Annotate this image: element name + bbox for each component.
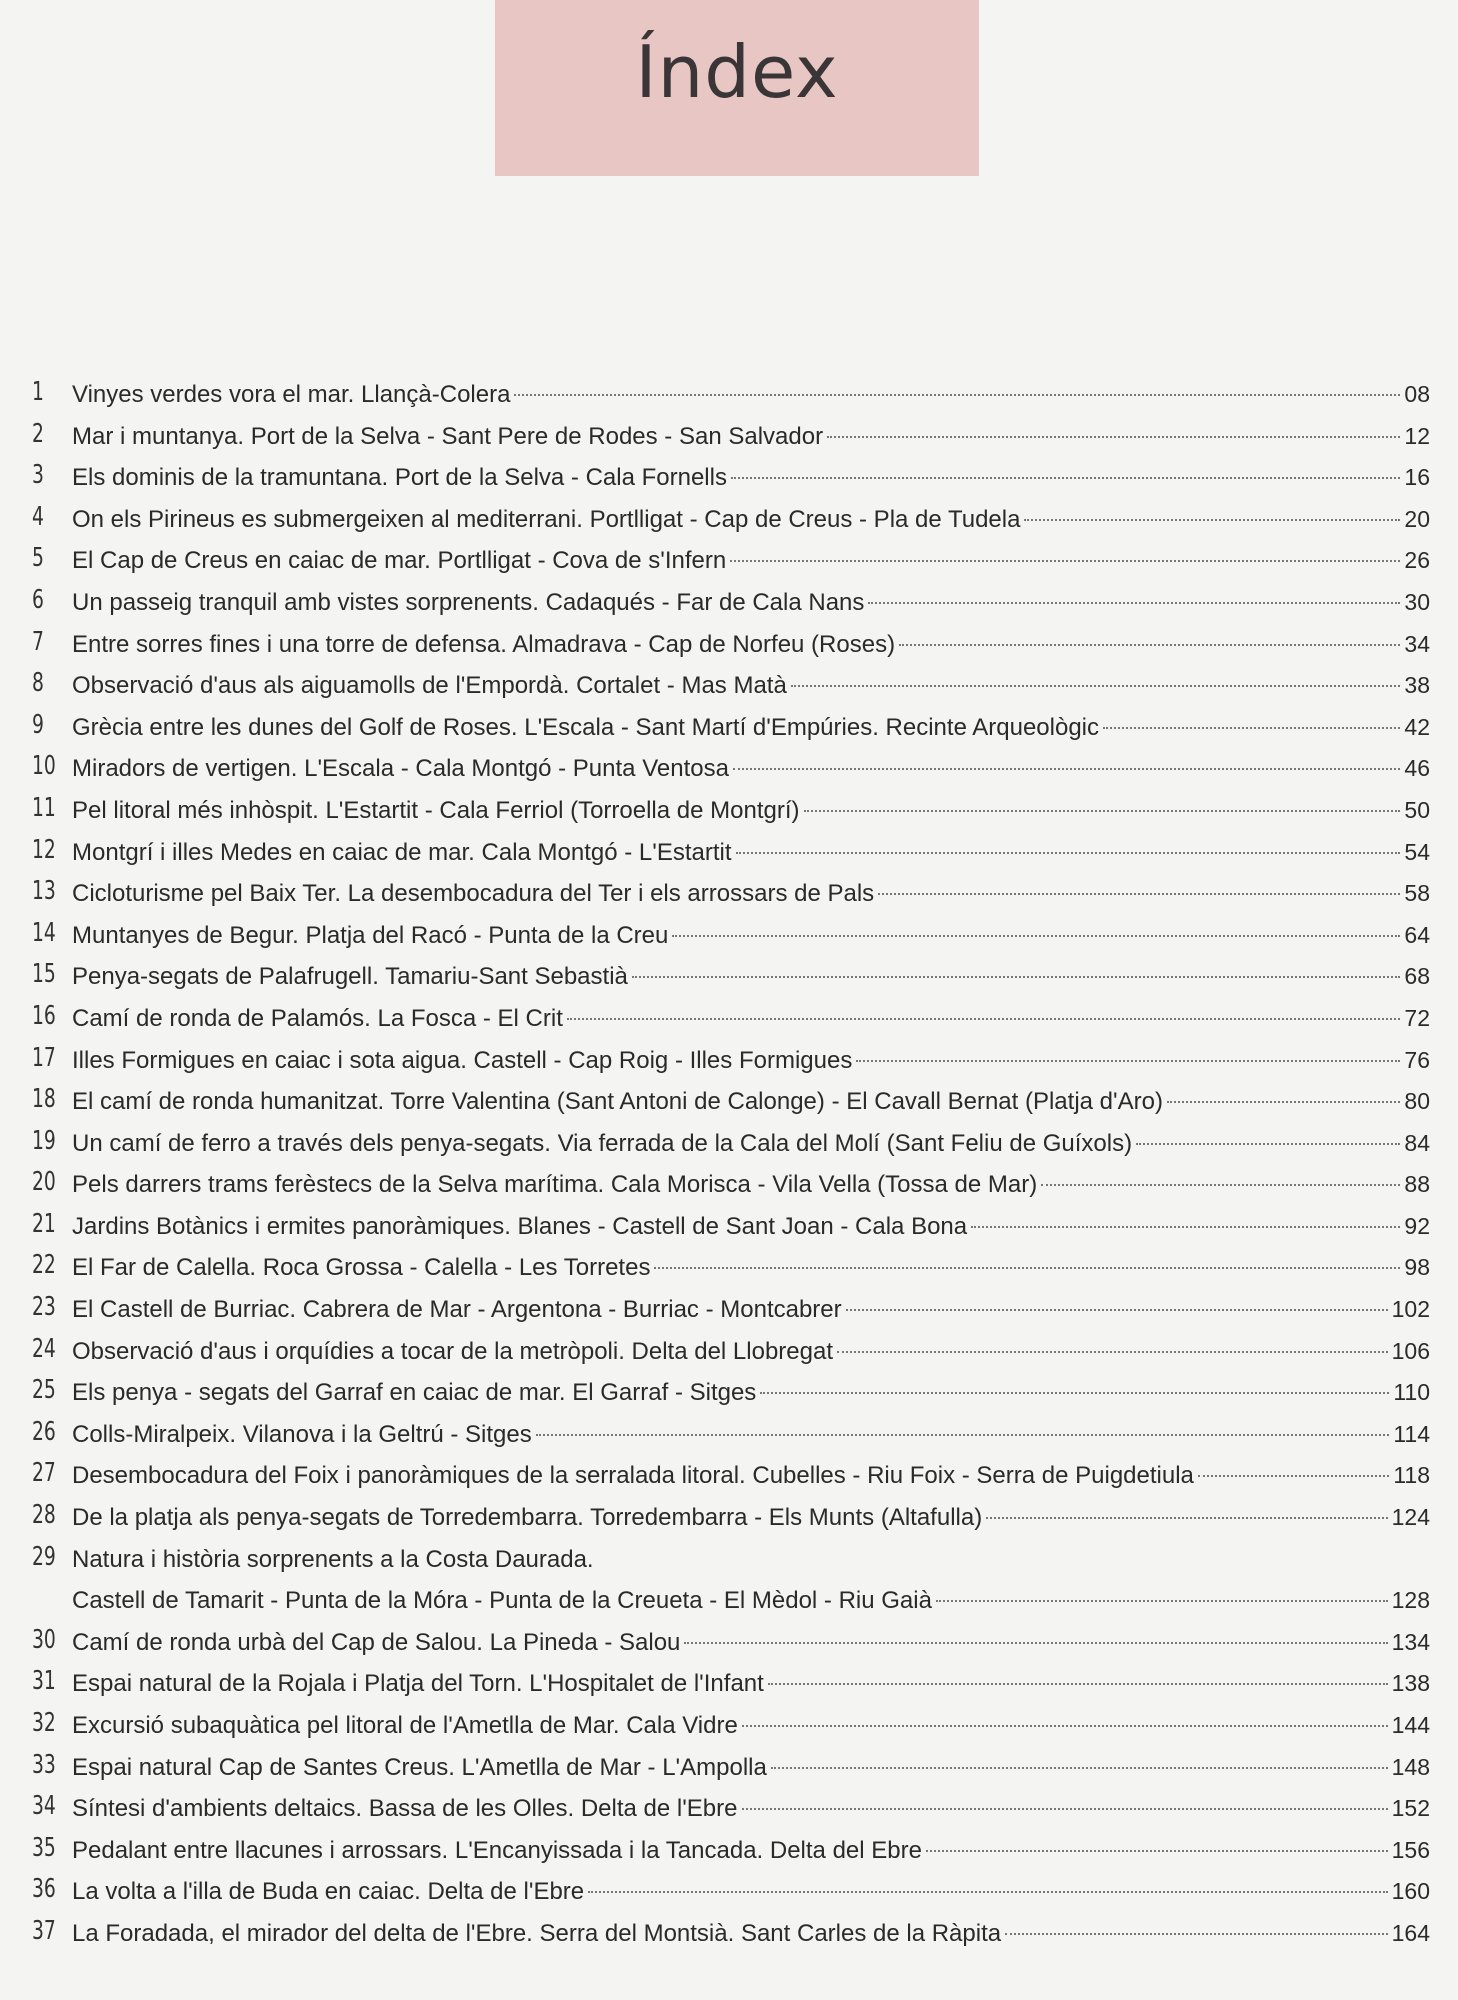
entry-line xyxy=(72,1455,1430,1497)
entry-number: 36 xyxy=(32,1874,56,1905)
entry-number: 22 xyxy=(32,1250,56,1281)
entry-line xyxy=(72,998,1430,1040)
page-number: 138 xyxy=(1391,1670,1430,1697)
dot-leader xyxy=(1024,519,1400,521)
page-title: Índex xyxy=(635,30,839,114)
entry-number: 34 xyxy=(32,1791,56,1822)
entry-number: 26 xyxy=(32,1416,56,1447)
entry-line xyxy=(72,1289,1430,1331)
toc-entry xyxy=(32,790,1430,832)
dot-leader xyxy=(514,394,1400,396)
dot-leader xyxy=(771,1767,1388,1769)
page-number: 76 xyxy=(1404,1046,1430,1073)
entry-title: Cicloturisme pel Baix Ter. La desembocadura del Ter i els arrossars de Pals xyxy=(72,880,875,908)
toc-entry xyxy=(32,1539,1430,1622)
entry-number: 9 xyxy=(32,709,44,740)
entry-line xyxy=(72,582,1430,624)
page-number: 102 xyxy=(1391,1296,1430,1323)
entry-number: 14 xyxy=(32,917,56,948)
dot-leader xyxy=(742,1808,1388,1810)
entry-title: Montgrí i illes Medes en caiac de mar. Cala Montgó - L'Estartit xyxy=(72,838,732,866)
entry-title: Colls-Miralpeix. Vilanova i la Geltrú - Sitges xyxy=(72,1420,532,1448)
page-number: 114 xyxy=(1393,1420,1430,1447)
toc-entry xyxy=(32,1913,1430,1955)
entry-number: 8 xyxy=(32,668,44,699)
toc-entry xyxy=(32,1747,1430,1789)
page-number: 08 xyxy=(1404,381,1430,407)
entry-line xyxy=(72,707,1430,749)
entry-line xyxy=(72,1372,1430,1414)
entry-title: Desembocadura del Foix i panoràmiques de la serralada litoral. Cubelles - Riu Foix - Serra de Puigdetiula xyxy=(72,1462,1194,1490)
dot-leader xyxy=(1103,727,1400,729)
entry-number: 30 xyxy=(32,1624,56,1655)
entry-line xyxy=(72,540,1430,582)
dot-leader xyxy=(878,893,1400,895)
entry-line xyxy=(72,1747,1430,1789)
entry-number: 18 xyxy=(32,1084,56,1115)
entry-number: 7 xyxy=(32,626,44,657)
page-number: 134 xyxy=(1391,1628,1430,1655)
entry-line xyxy=(72,1539,1430,1622)
dot-leader xyxy=(1136,1143,1400,1145)
page-number: 88 xyxy=(1404,1171,1430,1198)
dot-leader xyxy=(926,1850,1388,1852)
entry-title: Un camí de ferro a través dels penya-segats. Via ferrada de la Cala del Molí (Sant Feliu de Guíxols) xyxy=(72,1129,1133,1157)
entry-number: 28 xyxy=(32,1500,56,1531)
entry-number: 20 xyxy=(32,1167,56,1198)
dot-leader xyxy=(1041,1184,1400,1186)
entry-title: Pedalant entre llacunes i arrossars. L'Encanyissada i la Tancada. Delta del Ebre xyxy=(72,1836,922,1864)
toc-entry xyxy=(32,1289,1430,1331)
page-number: 16 xyxy=(1404,464,1430,491)
entry-title: Els penya - segats del Garraf en caiac de mar. El Garraf - Sitges xyxy=(72,1379,757,1407)
entry-title: Entre sorres fines i una torre de defensa. Almadrava - Cap de Norfeu (Roses) xyxy=(72,630,896,658)
entry-number: 12 xyxy=(32,834,56,865)
entry-number: 16 xyxy=(32,1000,56,1031)
toc-entry xyxy=(32,1622,1430,1664)
entry-title: Jardins Botànics i ermites panoràmiques. Blanes - Castell de Sant Joan - Cala Bona xyxy=(72,1212,968,1240)
page-number: 160 xyxy=(1391,1878,1430,1905)
toc-entry xyxy=(32,1247,1430,1289)
dot-leader xyxy=(536,1434,1390,1436)
toc-entry xyxy=(32,582,1430,624)
entry-title: El Castell de Burriac. Cabrera de Mar - Argentona - Burriac - Montcabrer xyxy=(72,1296,842,1324)
toc-entry xyxy=(32,457,1430,499)
entry-line xyxy=(72,1040,1430,1082)
toc-entry xyxy=(32,624,1430,666)
toc-entry xyxy=(32,1871,1430,1913)
toc-entry xyxy=(32,1206,1430,1248)
entry-number: 11 xyxy=(32,792,56,823)
entry-number: 35 xyxy=(32,1832,56,1863)
page-number: 106 xyxy=(1391,1337,1430,1364)
toc-entry xyxy=(32,1331,1430,1373)
entry-line xyxy=(72,1081,1430,1123)
entry-line xyxy=(72,1622,1430,1664)
entry-line xyxy=(72,1663,1430,1705)
dot-leader xyxy=(827,436,1400,438)
entry-number: 23 xyxy=(32,1292,56,1323)
entry-number: 29 xyxy=(32,1541,56,1572)
toc-entry xyxy=(32,1123,1430,1165)
entry-title: Espai natural Cap de Santes Creus. L'Ametlla de Mar - L'Ampolla xyxy=(72,1753,767,1781)
entry-line xyxy=(72,748,1430,790)
entry-title: De la platja als penya-segats de Torredembarra. Torredembarra - Els Munts (Altafulla) xyxy=(72,1504,983,1532)
page-number: 128 xyxy=(1391,1587,1430,1614)
toc-entry xyxy=(32,707,1430,749)
toc-entry xyxy=(32,832,1430,874)
entry-title: Observació d'aus als aiguamolls de l'Empordà. Cortalet - Mas Matà xyxy=(72,672,787,700)
dot-leader xyxy=(654,1267,1400,1269)
table-of-contents xyxy=(32,374,1430,1955)
title-banner xyxy=(495,0,979,176)
entry-title: Excursió subaquàtica pel litoral de l'Ametlla de Mar. Cala Vidre xyxy=(72,1712,738,1739)
page-number: 148 xyxy=(1391,1753,1430,1780)
entry-line xyxy=(72,790,1430,832)
dot-leader xyxy=(760,1392,1389,1394)
page-number: 84 xyxy=(1404,1129,1430,1156)
page-number: 124 xyxy=(1391,1504,1430,1531)
toc-entry xyxy=(32,665,1430,707)
dot-leader xyxy=(791,685,1401,687)
entry-title: Vinyes verdes vora el mar. Llançà-Colera xyxy=(72,381,511,408)
entry-number: 32 xyxy=(32,1708,56,1738)
entry-line xyxy=(72,1788,1430,1830)
entry-line-continued xyxy=(72,1580,1430,1622)
dot-leader xyxy=(899,644,1400,646)
toc-entry xyxy=(32,1455,1430,1497)
page-number: 164 xyxy=(1391,1919,1430,1946)
toc-entry xyxy=(32,1164,1430,1206)
toc-entry xyxy=(32,915,1430,957)
entry-number: 6 xyxy=(32,584,44,615)
dot-leader xyxy=(868,602,1400,604)
entry-title: Penya-segats de Palafrugell. Tamariu-Sant Sebastià xyxy=(72,963,628,991)
entry-title: Pels darrers trams ferèstecs de la Selva marítima. Cala Morisca - Vila Vella (Tossa de Mar) xyxy=(72,1171,1038,1199)
entry-number: 4 xyxy=(32,501,44,532)
page-number: 42 xyxy=(1404,713,1430,740)
dot-leader xyxy=(971,1226,1400,1228)
page-number: 34 xyxy=(1404,630,1430,657)
entry-title: Muntanyes de Begur. Platja del Racó - Punta de la Creu xyxy=(72,921,669,949)
entry-line xyxy=(72,1705,1430,1747)
entry-title: El camí de ronda humanitzat. Torre Valentina (Sant Antoni de Calonge) - El Cavall Bernat (Platja d'Aro) xyxy=(72,1088,1163,1116)
dot-leader xyxy=(837,1351,1388,1353)
entry-line xyxy=(72,457,1430,499)
entry-line xyxy=(72,1497,1430,1539)
page-number: 50 xyxy=(1404,796,1430,823)
entry-number: 31 xyxy=(32,1666,56,1697)
toc-entry xyxy=(32,1705,1430,1747)
dot-leader xyxy=(1198,1475,1389,1477)
dot-leader xyxy=(936,1600,1388,1602)
toc-entry xyxy=(32,998,1430,1040)
toc-entry xyxy=(32,416,1430,458)
entry-title: Camí de ronda urbà del Cap de Salou. La Pineda - Salou xyxy=(72,1628,681,1656)
entry-number: 3 xyxy=(32,460,44,491)
entry-line xyxy=(72,956,1430,998)
dot-leader xyxy=(846,1309,1388,1311)
entry-line xyxy=(72,499,1430,541)
entry-line xyxy=(72,374,1430,416)
toc-entry xyxy=(32,1081,1430,1123)
entry-number: 19 xyxy=(32,1125,56,1156)
page-number: 72 xyxy=(1404,1004,1430,1031)
dot-leader xyxy=(736,852,1401,854)
dot-leader xyxy=(684,1642,1387,1644)
entry-title: Espai natural de la Rojala i Platja del Torn. L'Hospitalet de l'Infant xyxy=(72,1670,764,1698)
entry-title: Mar i muntanya. Port de la Selva - Sant Pere de Rodes - San Salvador xyxy=(72,422,824,450)
toc-entry xyxy=(32,956,1430,998)
entry-title: Camí de ronda de Palamós. La Fosca - El Crit xyxy=(72,1004,563,1032)
page-number: 156 xyxy=(1391,1836,1430,1863)
page-number: 118 xyxy=(1393,1462,1430,1489)
entry-line xyxy=(72,665,1430,707)
entry-title: Els dominis de la tramuntana. Port de la Selva - Cala Fornells xyxy=(72,464,727,492)
dot-leader xyxy=(588,1891,1387,1893)
entry-number: 10 xyxy=(32,751,56,782)
entry-number: 37 xyxy=(32,1915,56,1946)
entry-line xyxy=(72,1913,1430,1955)
entry-number: 27 xyxy=(32,1458,56,1489)
dot-leader xyxy=(733,768,1400,770)
dot-leader xyxy=(632,976,1401,978)
page-number: 152 xyxy=(1391,1795,1430,1822)
toc-entry xyxy=(32,873,1430,915)
entry-title: Castell de Tamarit - Punta de la Móra - Punta de la Creueta - El Mèdol - Riu Gaià xyxy=(72,1587,932,1615)
entry-line xyxy=(72,1414,1430,1456)
toc-entry xyxy=(32,1663,1430,1705)
entry-line xyxy=(72,832,1430,874)
entry-title: La volta a l'illa de Buda en caiac. Delta de l'Ebre xyxy=(72,1878,585,1906)
entry-line xyxy=(72,873,1430,915)
entry-title: El Cap de Creus en caiac de mar. Portlligat - Cova de s'Infern xyxy=(72,547,727,575)
dot-leader xyxy=(768,1683,1388,1685)
page-number: 54 xyxy=(1404,838,1430,865)
dot-leader xyxy=(742,1725,1388,1727)
dot-leader xyxy=(731,477,1400,479)
entry-title: Pel litoral més inhòspit. L'Estartit - Cala Ferriol (Torroella de Montgrí) xyxy=(72,796,800,824)
entry-line xyxy=(72,915,1430,957)
entry-title: Grècia entre les dunes del Golf de Roses. L'Escala - Sant Martí d'Empúries. Recinte Arqueològic xyxy=(72,713,1100,741)
entry-line xyxy=(72,1206,1430,1248)
entry-line xyxy=(72,624,1430,666)
entry-title: Illes Formigues en caiac i sota aigua. Castell - Cap Roig - Illes Formigues xyxy=(72,1046,853,1074)
entry-line xyxy=(72,416,1430,458)
dot-leader xyxy=(730,560,1400,562)
entry-number: 25 xyxy=(32,1375,56,1406)
page-number: 12 xyxy=(1404,422,1430,449)
entry-line xyxy=(72,1123,1430,1165)
page-number: 38 xyxy=(1404,672,1430,699)
entry-number: 21 xyxy=(32,1208,56,1239)
page-number: 20 xyxy=(1404,505,1430,532)
dot-leader xyxy=(1167,1101,1400,1103)
page-number: 92 xyxy=(1404,1212,1430,1239)
entry-number: 2 xyxy=(32,418,44,449)
dot-leader xyxy=(856,1060,1400,1062)
toc-entry xyxy=(32,374,1430,416)
entry-number: 5 xyxy=(32,543,44,574)
entry-number: 24 xyxy=(32,1333,56,1364)
entry-number: 13 xyxy=(32,876,56,907)
page-number: 68 xyxy=(1404,963,1430,990)
page-number: 64 xyxy=(1404,921,1430,948)
entry-title: La Foradada, el mirador del delta de l'Ebre. Serra del Montsià. Sant Carles de la Ràpita xyxy=(72,1919,1002,1947)
page-number: 80 xyxy=(1404,1088,1430,1115)
entry-line xyxy=(72,1830,1430,1872)
toc-entry xyxy=(32,1040,1430,1082)
dot-leader xyxy=(804,810,1401,812)
entry-title: On els Pirineus es submergeixen al mediterrani. Portlligat - Cap de Creus - Pla de Tudela xyxy=(72,505,1021,533)
page-number: 26 xyxy=(1404,547,1430,574)
toc-entry xyxy=(32,499,1430,541)
entry-title: Observació d'aus i orquídies a tocar de la metròpoli. Delta del Llobregat xyxy=(72,1337,834,1365)
toc-entry xyxy=(32,1497,1430,1539)
toc-entry xyxy=(32,1788,1430,1830)
entry-number: 1 xyxy=(32,377,44,407)
entry-number: 15 xyxy=(32,959,56,990)
entry-line xyxy=(72,1164,1430,1206)
page-number: 110 xyxy=(1393,1379,1430,1406)
dot-leader xyxy=(567,1018,1401,1020)
page-number: 98 xyxy=(1404,1254,1430,1281)
entry-title: El Far de Calella. Roca Grossa - Calella - Les Torretes xyxy=(72,1254,651,1282)
toc-entry xyxy=(32,1830,1430,1872)
page-number: 30 xyxy=(1404,588,1430,615)
page-number: 46 xyxy=(1404,755,1430,782)
toc-entry xyxy=(32,1372,1430,1414)
dot-leader xyxy=(672,935,1400,937)
dot-leader xyxy=(986,1517,1387,1519)
entry-title: Miradors de vertigen. L'Escala - Cala Montgó - Punta Ventosa xyxy=(72,755,729,783)
toc-entry xyxy=(32,748,1430,790)
entry-line xyxy=(72,1871,1430,1913)
entry-title: Un passeig tranquil amb vistes sorprenents. Cadaqués - Far de Cala Nans xyxy=(72,588,865,616)
entry-title: Natura i història sorprenents a la Costa Daurada. xyxy=(72,1545,594,1573)
entry-title: Síntesi d'ambients deltaics. Bassa de les Olles. Delta de l'Ebre xyxy=(72,1795,738,1823)
toc-entry xyxy=(32,540,1430,582)
page-number: 58 xyxy=(1404,880,1430,907)
dot-leader xyxy=(1005,1933,1388,1935)
page-number: 144 xyxy=(1391,1712,1430,1738)
entry-line xyxy=(72,1247,1430,1289)
entry-number: 17 xyxy=(32,1042,56,1073)
entry-number: 33 xyxy=(32,1749,56,1780)
toc-entry xyxy=(32,1414,1430,1456)
entry-line xyxy=(72,1331,1430,1373)
